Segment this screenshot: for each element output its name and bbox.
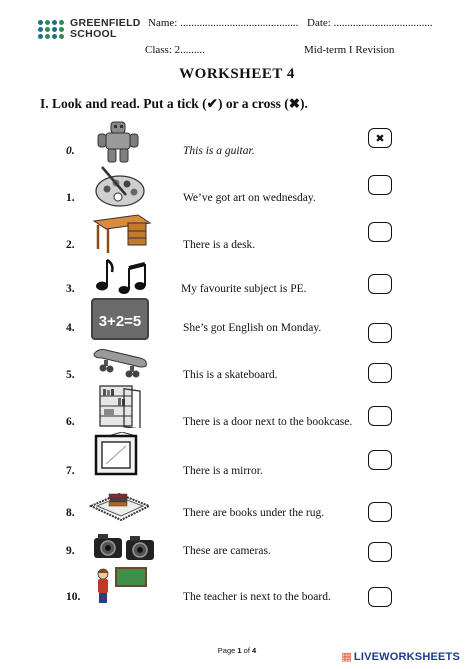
school-logo <box>38 18 141 40</box>
question-row <box>0 120 474 166</box>
question-sentence: These are cameras. <box>183 545 271 557</box>
question-sentence: This is a guitar. <box>183 145 255 157</box>
math-board-icon <box>90 297 152 341</box>
question-sentence: There is a desk. <box>183 239 256 251</box>
answer-box[interactable] <box>368 450 392 470</box>
answer-box[interactable] <box>368 502 392 522</box>
page-number: 1 <box>237 646 242 655</box>
question-sentence: The teacher is next to the board. <box>183 591 331 603</box>
books-on-rug-icon <box>84 484 156 528</box>
question-sentence: We’ve got art on wednesday. <box>183 192 316 204</box>
class-field[interactable]: Class: 2......... <box>145 44 205 56</box>
question-row <box>0 297 474 343</box>
instruction-heading: I. Look and read. Put a tick (✔) or a cross (✖). <box>40 96 308 111</box>
question-row <box>0 384 474 430</box>
bookcase-icon <box>90 384 152 428</box>
question-number: 7. <box>66 465 75 477</box>
question-number: 10. <box>66 591 81 603</box>
answer-box[interactable] <box>368 222 392 242</box>
skateboard-icon <box>90 340 152 384</box>
question-number: 5. <box>66 369 75 381</box>
question-number: 8. <box>66 507 75 519</box>
question-sentence: She’s got English on Monday. <box>183 322 322 334</box>
question-sentence: This is a skateboard. <box>183 369 278 381</box>
name-field[interactable]: Name: ........................................... <box>148 17 299 29</box>
question-row <box>0 566 474 612</box>
music-notes-icon <box>90 252 152 296</box>
worksheet-title: WORKSHEET 4 <box>179 66 295 82</box>
question-row <box>0 165 474 211</box>
question-number: 4. <box>66 322 75 334</box>
question-number: 6. <box>66 416 75 428</box>
question-sentence: There is a mirror. <box>183 465 263 477</box>
question-sentence: There is a door next to the bookcase. <box>183 416 353 428</box>
answer-box[interactable] <box>368 406 392 426</box>
liveworksheets-logo-icon: ▦ <box>341 651 352 663</box>
answer-box[interactable] <box>368 542 392 562</box>
question-row <box>0 432 474 478</box>
question-sentence: My favourite subject is PE. <box>181 283 307 295</box>
board-text: 3+2=5 <box>98 313 142 330</box>
robot-toy-icon <box>90 120 152 164</box>
question-number: 2. <box>66 239 75 251</box>
logo-dots-icon <box>38 20 64 39</box>
question-row <box>0 340 474 386</box>
liveworksheets-brand[interactable] <box>341 650 460 663</box>
question-number: 3. <box>66 283 75 295</box>
teacher-board-icon <box>90 566 152 610</box>
paint-palette-icon <box>90 165 152 209</box>
question-row <box>0 256 474 302</box>
page-total: 4 <box>252 646 257 655</box>
logo-line-2: SCHOOL <box>70 28 117 40</box>
answer-box[interactable]: ✖ <box>368 128 392 148</box>
picture-frame-icon <box>90 432 152 476</box>
logo-line-1: GREENFIELD <box>70 17 141 29</box>
answer-box[interactable] <box>368 363 392 383</box>
question-number: 0. <box>66 145 75 157</box>
page-word: Page <box>217 646 236 655</box>
brand-text: LIVEWORKSHEETS <box>353 651 460 663</box>
revision-label: Mid-term I Revision <box>304 44 395 56</box>
answer-box[interactable] <box>368 175 392 195</box>
question-number: 9. <box>66 545 75 557</box>
question-sentence: There are books under the rug. <box>183 507 325 519</box>
question-row <box>0 484 474 530</box>
question-number: 1. <box>66 192 75 204</box>
answer-box[interactable] <box>368 274 392 294</box>
answer-box[interactable] <box>368 587 392 607</box>
of-word: of <box>243 646 250 655</box>
logo-text <box>70 18 141 40</box>
desk-icon <box>90 211 152 255</box>
date-field[interactable]: Date: .................................... <box>307 17 433 29</box>
question-row <box>0 211 474 257</box>
